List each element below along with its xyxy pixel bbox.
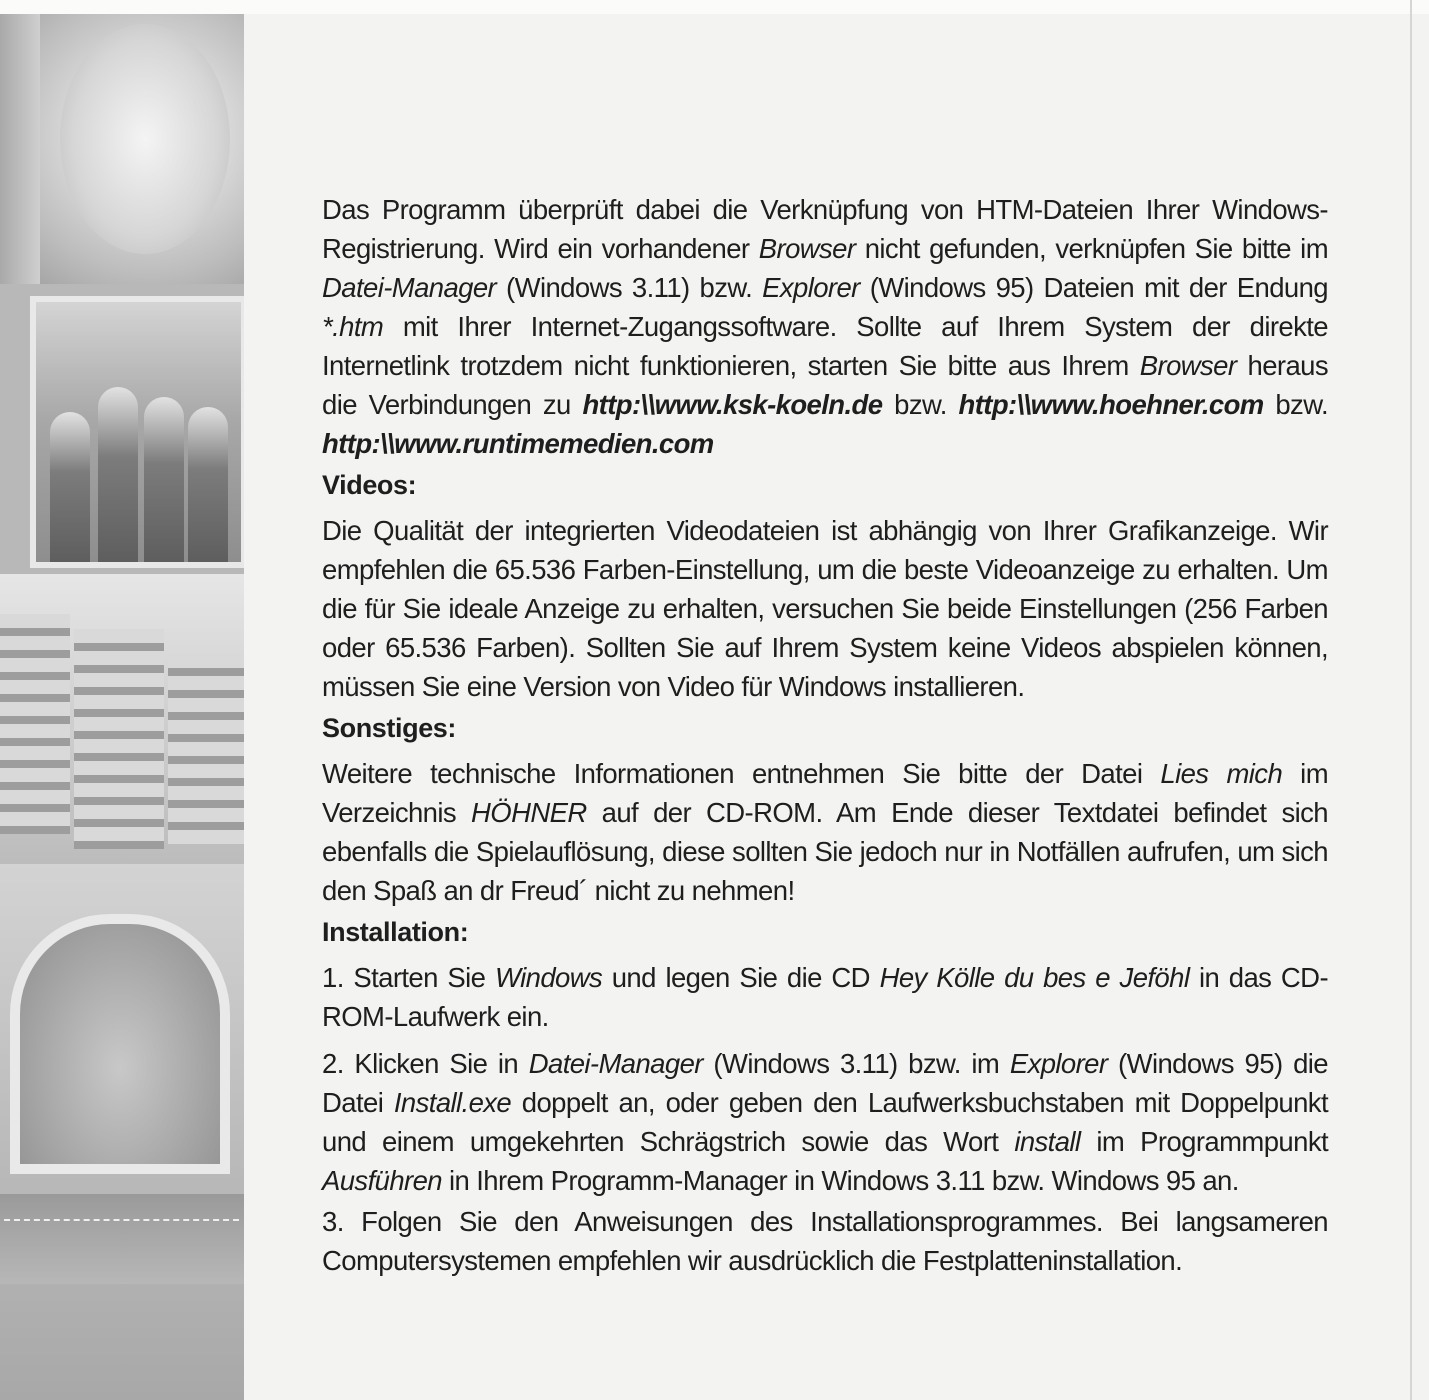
text-run: 1. Starten Sie xyxy=(322,962,495,993)
street-buildings-photo xyxy=(0,574,244,864)
jukebox-photo xyxy=(0,864,244,1400)
building-facade xyxy=(0,614,70,834)
building-facade xyxy=(168,654,244,844)
page-edge-line xyxy=(1410,0,1412,1400)
text-run: (Windows 95) die Datei xyxy=(322,1048,1328,1118)
italic-term-explorer: Explorer xyxy=(1009,1048,1108,1079)
text-run: Das Programm überprüft dabei die Verknüpfung von HTM-Dateien Ihrer Windows-Registrierung. Wird ein vorhandener xyxy=(322,194,1328,264)
italic-cd-title: Hey Kölle du bes e Jeföhl xyxy=(879,962,1190,993)
videos-heading: Videos: xyxy=(322,470,417,500)
band-member-figure xyxy=(50,412,90,562)
italic-term-browser: Browser xyxy=(1139,350,1237,381)
videos-paragraph: Die Qualität der integrierten Videodateien ist abhängig von Ihrer Grafikanzeige. Wir empfehlen die 65.536 Farben-Einstellung, um die beste Videoanzeige zu erhalten. Um die für Sie ideale Anzeige zu erhalten, versuchen Sie beide Einstellungen (256 Farben oder 65.536 Farben). Sollten Sie auf Ihrem System keine Videos abspielen können, müssen Sie eine Version von Video für Windows installieren. xyxy=(322,515,1328,702)
text-run: im Programmpunkt xyxy=(1080,1126,1329,1157)
text-run: und legen Sie die CD xyxy=(602,962,880,993)
text-run: nicht gefunden, verknüpfen Sie bitte im xyxy=(855,233,1328,264)
band-photo xyxy=(0,284,244,574)
text-run: (Windows 95) Dateien mit der Endung xyxy=(859,272,1328,303)
text-run: 2. Klicken Sie in xyxy=(322,1048,529,1079)
italic-term-htm: *.htm xyxy=(322,311,384,342)
band-photo-frame xyxy=(30,296,244,568)
browser-paragraph xyxy=(322,190,1328,463)
installation-step-2 xyxy=(322,1044,1328,1200)
photo-collage-strip xyxy=(0,14,244,1400)
italic-term-install-exe: Install.exe xyxy=(393,1087,512,1118)
url-runtimemedien: http:\\www.runtimemedien.com xyxy=(322,428,714,459)
shop-sign xyxy=(0,1194,244,1284)
italic-term-datei-manager: Datei-Manager xyxy=(528,1048,703,1079)
building-facade xyxy=(74,629,164,849)
cathedral-spire-shape xyxy=(0,14,40,284)
text-run: (Windows 3.11) bzw. im xyxy=(702,1048,1010,1079)
top-margin xyxy=(0,0,1429,14)
installation-step-1 xyxy=(322,958,1328,1036)
text-run: auf der CD-ROM. Am Ende dieser Textdatei befindet sich ebenfalls die Spielauflösung, diese sollten Sie jedoch nur in Notfällen aufrufen, um sich den Spaß an dr Freud´ nicht zu nehmen! xyxy=(322,797,1328,906)
italic-term-browser: Browser xyxy=(758,233,856,264)
text-run: doppelt an, oder geben den Laufwerksbuchstaben mit Doppelpunkt und einem umgekehrten Schrägstrich sowie das Wort xyxy=(322,1087,1328,1157)
text-run: Weitere technische Informationen entnehmen Sie bitte der Datei xyxy=(322,758,1161,789)
italic-term-datei-manager: Datei-Manager xyxy=(322,272,497,303)
oval-vignette xyxy=(60,24,230,254)
text-run: bzw. xyxy=(882,389,959,420)
text-run: (Windows 3.11) bzw. xyxy=(496,272,763,303)
sign-script-decoration xyxy=(4,1209,239,1221)
url-hoehner: http:\\www.hoehner.com xyxy=(958,389,1264,420)
italic-term-lies-mich: Lies mich xyxy=(1160,758,1283,789)
installation-step-3: 3. Folgen Sie den Anweisungen des Installationsprogrammes. Bei langsameren Computersystemen empfehlen wir ausdrücklich die Festplatteninstallation. xyxy=(322,1206,1328,1276)
italic-term-windows: Windows xyxy=(495,962,603,993)
text-run: in das CD-ROM-Laufwerk ein. xyxy=(322,962,1329,1032)
text-run: mit Ihrer Internet-Zugangssoftware. Sollte auf Ihrem System der direkte Internetlink trotzdem nicht funktionieren, starten Sie bitte aus Ihrem xyxy=(322,311,1328,381)
sonstiges-heading: Sonstiges: xyxy=(322,713,457,743)
sonstiges-paragraph xyxy=(322,754,1328,910)
band-member-figure xyxy=(144,397,184,562)
band-member-figure xyxy=(188,407,228,562)
text-run: bzw. xyxy=(1263,389,1328,420)
italic-term-install: install xyxy=(1014,1126,1081,1157)
cathedral-photo xyxy=(0,14,244,284)
text-run: heraus die Verbindungen zu xyxy=(322,350,1328,420)
url-ksk-koeln: http:\\www.ksk-koeln.de xyxy=(582,389,883,420)
document-body xyxy=(322,190,1328,1280)
text-run: in Ihrem Programm-Manager in Windows 3.11 bzw. Windows 95 an. xyxy=(441,1165,1239,1196)
italic-term-hoehner: HÖHNER xyxy=(471,797,587,828)
italic-term-explorer: Explorer xyxy=(762,272,860,303)
italic-term-ausfuehren: Ausführen xyxy=(322,1165,442,1196)
text-run: im Verzeichnis xyxy=(322,758,1329,828)
installation-heading: Installation: xyxy=(322,917,469,947)
jukebox-arch xyxy=(10,914,230,1174)
band-member-figure xyxy=(98,387,138,562)
